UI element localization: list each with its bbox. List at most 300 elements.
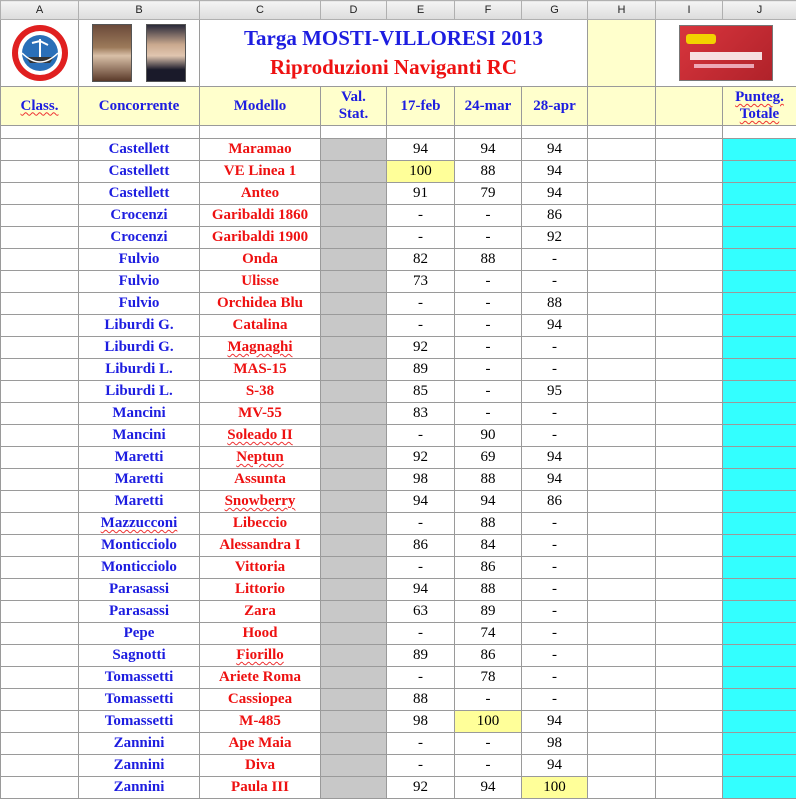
cell-class[interactable] (1, 755, 79, 777)
cell-score-r1[interactable]: 92 (387, 777, 455, 799)
cell-score-r2[interactable]: 90 (455, 425, 522, 447)
cell-competitor[interactable] (79, 381, 200, 403)
cell-model[interactable] (200, 183, 321, 205)
cell-i[interactable] (656, 337, 723, 359)
cell-class[interactable] (1, 337, 79, 359)
cell-class[interactable] (1, 293, 79, 315)
cell-competitor[interactable] (79, 469, 200, 491)
cell-val-stat[interactable] (321, 161, 387, 183)
cell-total[interactable] (723, 315, 796, 337)
cell-total[interactable] (723, 271, 796, 293)
cell-val-stat[interactable] (321, 491, 387, 513)
cell-model[interactable] (200, 403, 321, 425)
cell-score-r1[interactable]: - (387, 513, 455, 535)
cell-total[interactable] (723, 689, 796, 711)
cell-i[interactable] (656, 183, 723, 205)
cell-val-stat[interactable] (321, 183, 387, 205)
cell-i[interactable] (656, 623, 723, 645)
cell-class[interactable] (1, 227, 79, 249)
cell-score-r3[interactable]: 100 (522, 777, 588, 799)
cell-score-r1[interactable]: 88 (387, 689, 455, 711)
cell-class[interactable] (1, 403, 79, 425)
cell-score-r2[interactable]: 86 (455, 557, 522, 579)
cell-score-r3[interactable]: - (522, 359, 588, 381)
cell-score-r2[interactable]: 78 (455, 667, 522, 689)
cell-total[interactable] (723, 491, 796, 513)
cell-h-title[interactable] (588, 20, 656, 87)
cell-score-r3[interactable]: 94 (522, 315, 588, 337)
cell-model[interactable] (200, 579, 321, 601)
cell-total[interactable] (723, 733, 796, 755)
cell-score-r3[interactable]: 94 (522, 161, 588, 183)
cell-i[interactable] (656, 293, 723, 315)
cell-total[interactable] (723, 579, 796, 601)
cell-score-r1[interactable]: - (387, 205, 455, 227)
cell-val-stat[interactable] (321, 513, 387, 535)
cell-val-stat[interactable] (321, 337, 387, 359)
column-header-i[interactable]: I (656, 1, 723, 20)
cell-score-r2[interactable]: - (455, 205, 522, 227)
cell-h[interactable] (588, 381, 656, 403)
cell-i[interactable] (656, 249, 723, 271)
cell-h[interactable] (588, 183, 656, 205)
cell-score-r3[interactable]: 95 (522, 381, 588, 403)
spacer-cell[interactable] (656, 126, 723, 139)
cell-val-stat[interactable] (321, 689, 387, 711)
cell-val-stat[interactable] (321, 469, 387, 491)
cell-model[interactable] (200, 381, 321, 403)
cell-competitor[interactable] (79, 249, 200, 271)
cell-score-r3[interactable]: - (522, 601, 588, 623)
cell-val-stat[interactable] (321, 425, 387, 447)
cell-competitor[interactable] (79, 777, 200, 799)
cell-val-stat[interactable] (321, 579, 387, 601)
cell-i[interactable] (656, 579, 723, 601)
cell-competitor[interactable] (79, 667, 200, 689)
cell-score-r3[interactable]: - (522, 337, 588, 359)
cell-class[interactable] (1, 623, 79, 645)
cell-score-r3[interactable]: - (522, 425, 588, 447)
cell-score-r2[interactable]: - (455, 271, 522, 293)
cell-competitor[interactable] (79, 491, 200, 513)
cell-competitor[interactable] (79, 205, 200, 227)
cell-class[interactable] (1, 205, 79, 227)
cell-i[interactable] (656, 315, 723, 337)
column-header-d[interactable]: D (321, 1, 387, 20)
cell-model[interactable] (200, 491, 321, 513)
column-header-g[interactable]: G (522, 1, 588, 20)
cell-score-r3[interactable]: - (522, 579, 588, 601)
cell-model[interactable] (200, 205, 321, 227)
cell-h[interactable] (588, 689, 656, 711)
cell-score-r1[interactable]: 86 (387, 535, 455, 557)
cell-model[interactable] (200, 513, 321, 535)
cell-val-stat[interactable] (321, 315, 387, 337)
cell-competitor[interactable] (79, 183, 200, 205)
cell-h[interactable] (588, 535, 656, 557)
cell-val-stat[interactable] (321, 623, 387, 645)
cell-model[interactable] (200, 271, 321, 293)
cell-i[interactable] (656, 513, 723, 535)
cell-score-r2[interactable]: - (455, 381, 522, 403)
spacer-cell[interactable] (455, 126, 522, 139)
column-header-h[interactable]: H (588, 1, 656, 20)
cell-model[interactable] (200, 227, 321, 249)
header-race1[interactable]: 17-feb (387, 87, 455, 126)
header-total[interactable]: Punteg. Totale (723, 87, 796, 126)
cell-h[interactable] (588, 139, 656, 161)
cell-score-r2[interactable]: 69 (455, 447, 522, 469)
cell-class[interactable] (1, 425, 79, 447)
cell-class[interactable] (1, 711, 79, 733)
cell-score-r2[interactable]: 94 (455, 139, 522, 161)
cell-class[interactable] (1, 513, 79, 535)
cell-h[interactable] (588, 645, 656, 667)
cell-h[interactable] (588, 161, 656, 183)
cell-total[interactable] (723, 469, 796, 491)
cell-class[interactable] (1, 469, 79, 491)
cell-total[interactable] (723, 667, 796, 689)
cell-i[interactable] (656, 469, 723, 491)
cell-i[interactable] (656, 161, 723, 183)
cell-competitor[interactable] (79, 271, 200, 293)
cell-score-r2[interactable]: 100 (455, 711, 522, 733)
cell-competitor[interactable] (79, 359, 200, 381)
cell-score-r3[interactable]: - (522, 645, 588, 667)
cell-total[interactable] (723, 623, 796, 645)
header-competitor[interactable]: Concorrente (79, 87, 200, 126)
cell-score-r1[interactable]: 83 (387, 403, 455, 425)
cell-competitor[interactable] (79, 711, 200, 733)
cell-h[interactable] (588, 249, 656, 271)
cell-class[interactable] (1, 491, 79, 513)
cell-class[interactable] (1, 579, 79, 601)
cell-score-r1[interactable]: 100 (387, 161, 455, 183)
cell-score-r1[interactable]: 89 (387, 645, 455, 667)
column-header-b[interactable]: B (79, 1, 200, 20)
cell-score-r3[interactable]: - (522, 535, 588, 557)
cell-competitor[interactable] (79, 601, 200, 623)
cell-score-r1[interactable]: - (387, 425, 455, 447)
cell-score-r1[interactable]: 98 (387, 469, 455, 491)
header-class[interactable]: Class. (1, 87, 79, 126)
cell-i[interactable] (656, 733, 723, 755)
cell-score-r2[interactable]: 88 (455, 249, 522, 271)
column-header-j[interactable]: J (723, 1, 796, 20)
cell-class[interactable] (1, 139, 79, 161)
cell-total[interactable] (723, 755, 796, 777)
cell-score-r1[interactable]: 92 (387, 447, 455, 469)
cell-score-r1[interactable]: - (387, 557, 455, 579)
cell-h[interactable] (588, 425, 656, 447)
cell-h[interactable] (588, 667, 656, 689)
cell-score-r1[interactable]: 89 (387, 359, 455, 381)
cell-score-r3[interactable]: - (522, 557, 588, 579)
cell-model[interactable] (200, 337, 321, 359)
cell-score-r2[interactable]: 86 (455, 645, 522, 667)
cell-competitor[interactable] (79, 689, 200, 711)
cell-score-r3[interactable]: - (522, 513, 588, 535)
cell-score-r2[interactable]: 88 (455, 513, 522, 535)
cell-val-stat[interactable] (321, 733, 387, 755)
cell-score-r3[interactable]: - (522, 249, 588, 271)
spacer-cell[interactable] (1, 126, 79, 139)
cell-score-r3[interactable]: 94 (522, 183, 588, 205)
cell-h[interactable] (588, 777, 656, 799)
cell-i[interactable] (656, 557, 723, 579)
cell-model[interactable] (200, 139, 321, 161)
cell-val-stat[interactable] (321, 139, 387, 161)
cell-i[interactable] (656, 491, 723, 513)
cell-total[interactable] (723, 447, 796, 469)
cell-score-r2[interactable]: - (455, 293, 522, 315)
cell-total[interactable] (723, 337, 796, 359)
cell-i[interactable] (656, 667, 723, 689)
cell-h[interactable] (588, 623, 656, 645)
column-header-a[interactable]: A (1, 1, 79, 20)
cell-class[interactable] (1, 161, 79, 183)
cell-i[interactable] (656, 535, 723, 557)
spacer-cell[interactable] (200, 126, 321, 139)
cell-h[interactable] (588, 755, 656, 777)
spacer-cell[interactable] (321, 126, 387, 139)
cell-score-r1[interactable]: - (387, 293, 455, 315)
cell-score-r2[interactable]: 88 (455, 469, 522, 491)
cell-competitor[interactable] (79, 755, 200, 777)
cell-h[interactable] (588, 315, 656, 337)
cell-score-r3[interactable]: 94 (522, 711, 588, 733)
cell-score-r3[interactable]: - (522, 403, 588, 425)
cell-h[interactable] (588, 513, 656, 535)
cell-total[interactable] (723, 777, 796, 799)
cell-i[interactable] (656, 689, 723, 711)
cell-i[interactable] (656, 777, 723, 799)
cell-competitor[interactable] (79, 623, 200, 645)
cell-val-stat[interactable] (321, 777, 387, 799)
cell-total[interactable] (723, 601, 796, 623)
cell-competitor[interactable] (79, 535, 200, 557)
cell-score-r2[interactable]: - (455, 227, 522, 249)
cell-total[interactable] (723, 161, 796, 183)
cell-score-r1[interactable]: 94 (387, 491, 455, 513)
cell-score-r1[interactable]: 94 (387, 139, 455, 161)
cell-i[interactable] (656, 271, 723, 293)
cell-total[interactable] (723, 403, 796, 425)
cell-score-r2[interactable]: 84 (455, 535, 522, 557)
cell-model[interactable] (200, 689, 321, 711)
cell-class[interactable] (1, 557, 79, 579)
cell-score-r2[interactable]: - (455, 315, 522, 337)
cell-score-r2[interactable]: - (455, 403, 522, 425)
cell-h[interactable] (588, 447, 656, 469)
cell-score-r2[interactable]: 89 (455, 601, 522, 623)
cell-model[interactable] (200, 645, 321, 667)
cell-score-r2[interactable]: 88 (455, 161, 522, 183)
cell-class[interactable] (1, 359, 79, 381)
cell-total[interactable] (723, 359, 796, 381)
header-empty-h[interactable] (588, 87, 656, 126)
cell-h[interactable] (588, 601, 656, 623)
cell-model[interactable] (200, 535, 321, 557)
cell-class[interactable] (1, 315, 79, 337)
cell-h[interactable] (588, 491, 656, 513)
cell-val-stat[interactable] (321, 359, 387, 381)
cell-score-r1[interactable]: 92 (387, 337, 455, 359)
cell-h[interactable] (588, 337, 656, 359)
cell-class[interactable] (1, 271, 79, 293)
cell-i[interactable] (656, 425, 723, 447)
cell-val-stat[interactable] (321, 227, 387, 249)
cell-competitor[interactable] (79, 513, 200, 535)
cell-val-stat[interactable] (321, 293, 387, 315)
cell-score-r1[interactable]: 82 (387, 249, 455, 271)
header-race3[interactable]: 28-apr (522, 87, 588, 126)
cell-i[interactable] (656, 447, 723, 469)
cell-score-r2[interactable]: - (455, 689, 522, 711)
cell-score-r3[interactable]: 88 (522, 293, 588, 315)
cell-score-r2[interactable]: 88 (455, 579, 522, 601)
cell-h[interactable] (588, 271, 656, 293)
spacer-cell[interactable] (723, 126, 796, 139)
cell-class[interactable] (1, 689, 79, 711)
cell-score-r1[interactable]: - (387, 755, 455, 777)
cell-competitor[interactable] (79, 557, 200, 579)
cell-score-r2[interactable]: 79 (455, 183, 522, 205)
cell-score-r1[interactable]: - (387, 315, 455, 337)
cell-val-stat[interactable] (321, 403, 387, 425)
cell-score-r1[interactable]: 63 (387, 601, 455, 623)
cell-score-r3[interactable]: 94 (522, 469, 588, 491)
column-header-e[interactable]: E (387, 1, 455, 20)
cell-model[interactable] (200, 711, 321, 733)
spacer-cell[interactable] (588, 126, 656, 139)
cell-i[interactable] (656, 381, 723, 403)
cell-val-stat[interactable] (321, 601, 387, 623)
cell-score-r3[interactable]: 86 (522, 205, 588, 227)
cell-class[interactable] (1, 535, 79, 557)
header-val-stat[interactable]: Val. Stat. (321, 87, 387, 126)
cell-class[interactable] (1, 447, 79, 469)
cell-h[interactable] (588, 469, 656, 491)
cell-score-r1[interactable]: 73 (387, 271, 455, 293)
cell-score-r3[interactable]: 92 (522, 227, 588, 249)
cell-i[interactable] (656, 755, 723, 777)
cell-i[interactable] (656, 711, 723, 733)
cell-model[interactable] (200, 161, 321, 183)
column-header-f[interactable]: F (455, 1, 522, 20)
cell-score-r3[interactable]: 94 (522, 447, 588, 469)
cell-i[interactable] (656, 205, 723, 227)
cell-total[interactable] (723, 183, 796, 205)
cell-competitor[interactable] (79, 293, 200, 315)
cell-score-r2[interactable]: - (455, 733, 522, 755)
cell-model[interactable] (200, 359, 321, 381)
cell-i[interactable] (656, 601, 723, 623)
cell-score-r1[interactable]: 91 (387, 183, 455, 205)
cell-competitor[interactable] (79, 425, 200, 447)
cell-competitor[interactable] (79, 645, 200, 667)
cell-i[interactable] (656, 359, 723, 381)
cell-model[interactable] (200, 469, 321, 491)
cell-total[interactable] (723, 139, 796, 161)
cell-h[interactable] (588, 557, 656, 579)
cell-class[interactable] (1, 249, 79, 271)
cell-val-stat[interactable] (321, 447, 387, 469)
cell-val-stat[interactable] (321, 205, 387, 227)
cell-class[interactable] (1, 667, 79, 689)
cell-h[interactable] (588, 403, 656, 425)
cell-total[interactable] (723, 205, 796, 227)
cell-total[interactable] (723, 535, 796, 557)
cell-score-r3[interactable]: 86 (522, 491, 588, 513)
cell-h[interactable] (588, 711, 656, 733)
cell-score-r2[interactable]: - (455, 337, 522, 359)
cell-photos[interactable] (79, 20, 200, 87)
cell-h[interactable] (588, 359, 656, 381)
cell-class[interactable] (1, 183, 79, 205)
header-race2[interactable]: 24-mar (455, 87, 522, 126)
cell-h[interactable] (588, 733, 656, 755)
cell-score-r3[interactable]: - (522, 271, 588, 293)
header-empty-i[interactable] (656, 87, 723, 126)
cell-score-r1[interactable]: 98 (387, 711, 455, 733)
cell-val-stat[interactable] (321, 271, 387, 293)
cell-total[interactable] (723, 293, 796, 315)
cell-competitor[interactable] (79, 403, 200, 425)
cell-competitor[interactable] (79, 579, 200, 601)
cell-val-stat[interactable] (321, 557, 387, 579)
cell-class[interactable] (1, 645, 79, 667)
cell-score-r2[interactable]: - (455, 359, 522, 381)
cell-total[interactable] (723, 711, 796, 733)
cell-score-r3[interactable]: 94 (522, 139, 588, 161)
cell-sponsor[interactable] (656, 20, 796, 87)
cell-i[interactable] (656, 139, 723, 161)
cell-val-stat[interactable] (321, 381, 387, 403)
cell-competitor[interactable] (79, 139, 200, 161)
cell-total[interactable] (723, 513, 796, 535)
header-model[interactable]: Modello (200, 87, 321, 126)
title-cell[interactable] (200, 20, 588, 87)
cell-val-stat[interactable] (321, 667, 387, 689)
cell-competitor[interactable] (79, 447, 200, 469)
cell-model[interactable] (200, 425, 321, 447)
cell-model[interactable] (200, 755, 321, 777)
spacer-cell[interactable] (522, 126, 588, 139)
cell-val-stat[interactable] (321, 755, 387, 777)
cell-model[interactable] (200, 667, 321, 689)
cell-model[interactable] (200, 249, 321, 271)
cell-score-r1[interactable]: 94 (387, 579, 455, 601)
cell-score-r1[interactable]: - (387, 733, 455, 755)
cell-score-r3[interactable]: 94 (522, 755, 588, 777)
cell-competitor[interactable] (79, 161, 200, 183)
cell-i[interactable] (656, 227, 723, 249)
cell-class[interactable] (1, 733, 79, 755)
cell-i[interactable] (656, 645, 723, 667)
cell-model[interactable] (200, 293, 321, 315)
cell-score-r2[interactable]: 94 (455, 491, 522, 513)
cell-competitor[interactable] (79, 733, 200, 755)
cell-logo-club[interactable] (1, 20, 79, 87)
cell-model[interactable] (200, 601, 321, 623)
cell-model[interactable] (200, 623, 321, 645)
cell-competitor[interactable] (79, 227, 200, 249)
spacer-cell[interactable] (79, 126, 200, 139)
cell-competitor[interactable] (79, 315, 200, 337)
cell-score-r3[interactable]: - (522, 667, 588, 689)
cell-score-r3[interactable]: - (522, 623, 588, 645)
